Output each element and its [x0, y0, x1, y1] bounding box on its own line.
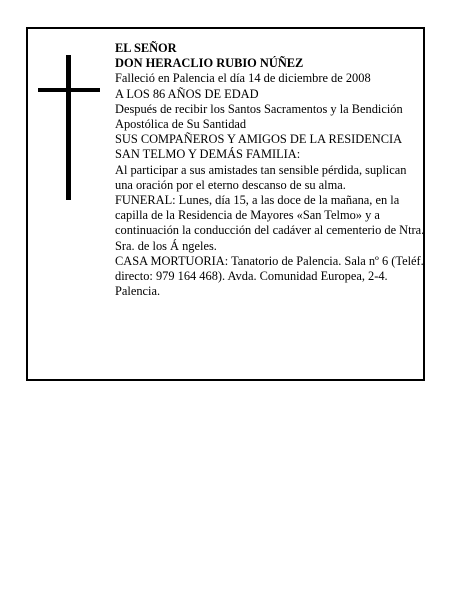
funeral-details: FUNERAL: Lunes, día 15, a las doce de la mañana, en la capilla de la Residencia de Mayores «San Telmo» y a continuación la conducción del cadáver al cementerio de Ntra. Sra. de los Á ngeles. [115, 193, 425, 253]
cross-horizontal-bar [38, 88, 100, 92]
age-statement: A LOS 86 AÑOS DE EDAD [115, 86, 259, 101]
title-line: EL SEÑOR [115, 41, 177, 55]
funeral-home-details: CASA MORTUORIA: Tanatorio de Palencia. Sala nº 6 (Teléf. directo: 979 164 468). Avda. Comunidad Europea, 2-4. Palencia. [115, 253, 424, 299]
cross-icon [38, 55, 100, 200]
prayer-request: Al participar a sus amistades tan sensible pérdida, suplican una oración por el eterno descanso de su alma. [115, 162, 407, 192]
cross-vertical-bar [66, 55, 71, 200]
mourners: SUS COMPAÑEROS Y AMIGOS DE LA RESIDENCIA SAN TELMO Y DEMÁS FAMILIA: [115, 132, 402, 162]
obituary-notice [26, 27, 425, 381]
sacraments-statement: Después de recibir los Santos Sacramentos y la Bendición Apostólica de Su Santidad [115, 101, 403, 132]
obituary-text [115, 41, 425, 299]
death-statement: Falleció en Palencia el día 14 de diciembre de 2008 [115, 71, 371, 86]
deceased-name: DON HERACLIO RUBIO NÚÑEZ [115, 56, 304, 71]
